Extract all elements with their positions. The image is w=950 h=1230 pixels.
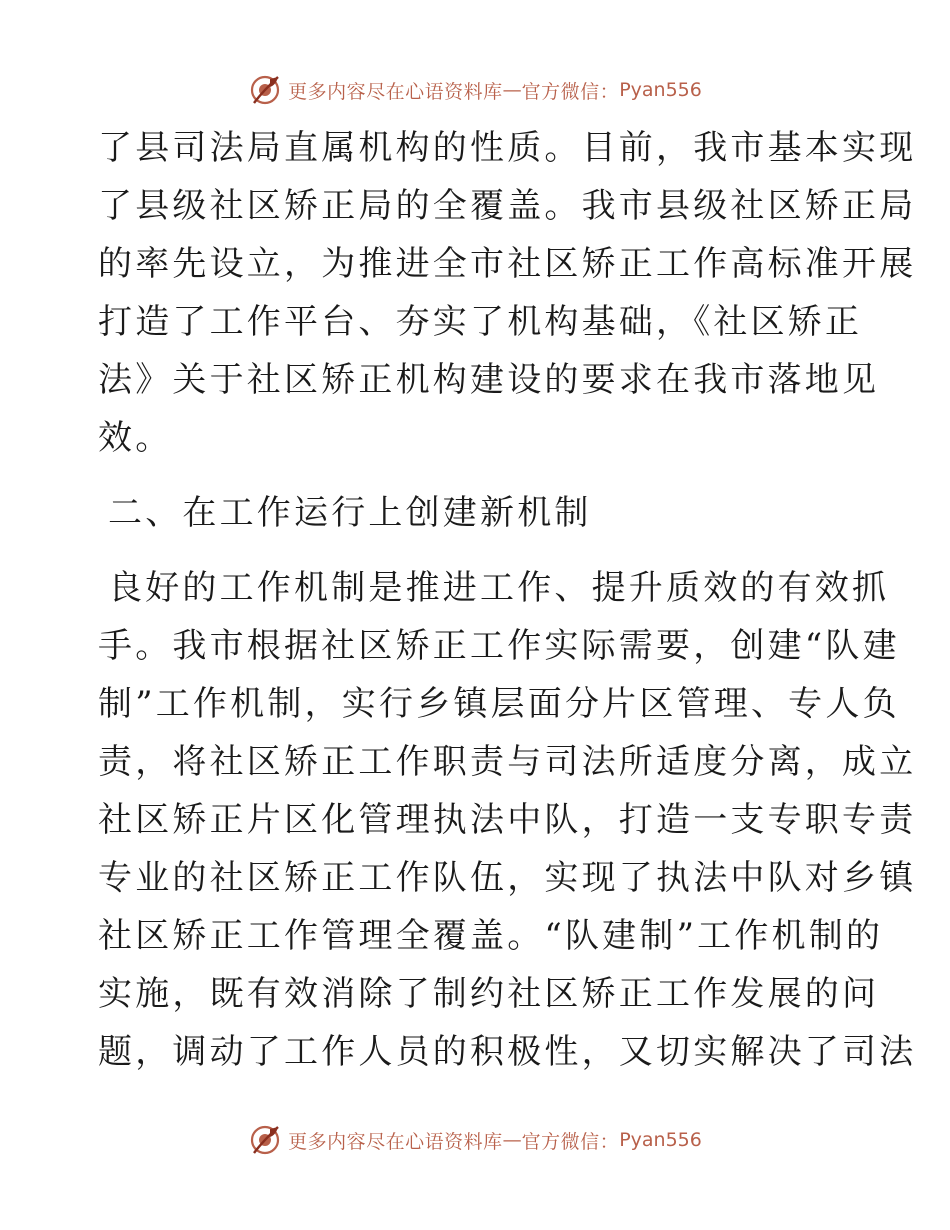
footer-watermark-banner (0, 1120, 950, 1160)
feather-logo-icon (248, 73, 282, 107)
banner-separator: — (502, 1129, 522, 1151)
text-line: 良好的工作机制是推进工作、提升质效的有效抓 (108, 568, 890, 608)
section-heading: 二、在工作运行上创建新机制 (108, 493, 592, 533)
banner-contact-id: Pyan556 (619, 79, 702, 101)
text-line: 效。 (98, 418, 173, 458)
banner-contact-label: 官方微信： (521, 80, 620, 103)
text-line: 制”工作机制，实行乡镇层面分片区管理、专人负 (98, 684, 900, 724)
banner-text: 更多内容尽在心语资料库 (288, 1130, 503, 1153)
text-line: 社区矫正工作管理全覆盖。“队建制”工作机制的 (98, 916, 884, 956)
banner-text: 更多内容尽在心语资料库 (288, 80, 503, 103)
text-line: 法》关于社区矫正机构建设的要求在我市落地见 (98, 360, 880, 400)
header-watermark-banner (0, 70, 950, 110)
banner-separator: — (502, 79, 522, 101)
feather-logo-icon (248, 1123, 282, 1157)
text-line: 实施，既有效消除了制约社区矫正工作发展的问 (98, 974, 880, 1014)
text-line: 责，将社区矫正工作职责与司法所适度分离，成立 (98, 742, 917, 782)
text-line: 题，调动了工作人员的积极性，又切实解决了司法 (98, 1032, 917, 1072)
text-line: 了县级社区矫正局的全覆盖。我市县级社区矫正局 (98, 186, 917, 226)
banner-contact-label: 官方微信： (521, 1130, 620, 1153)
text-line: 了县司法局直属机构的性质。目前，我市基本实现 (98, 128, 917, 168)
banner-contact-id: Pyan556 (619, 1129, 702, 1151)
text-line: 社区矫正片区化管理执法中队，打造一支专职专责 (98, 800, 917, 840)
text-line: 打造了工作平台、夯实了机构基础，《社区矫正 (98, 302, 863, 342)
text-line: 专业的社区矫正工作队伍，实现了执法中队对乡镇 (98, 858, 917, 898)
text-line: 手。我市根据社区矫正工作实际需要，创建“队建 (98, 626, 900, 666)
text-line: 的率先设立，为推进全市社区矫正工作高标准开展 (98, 244, 917, 284)
